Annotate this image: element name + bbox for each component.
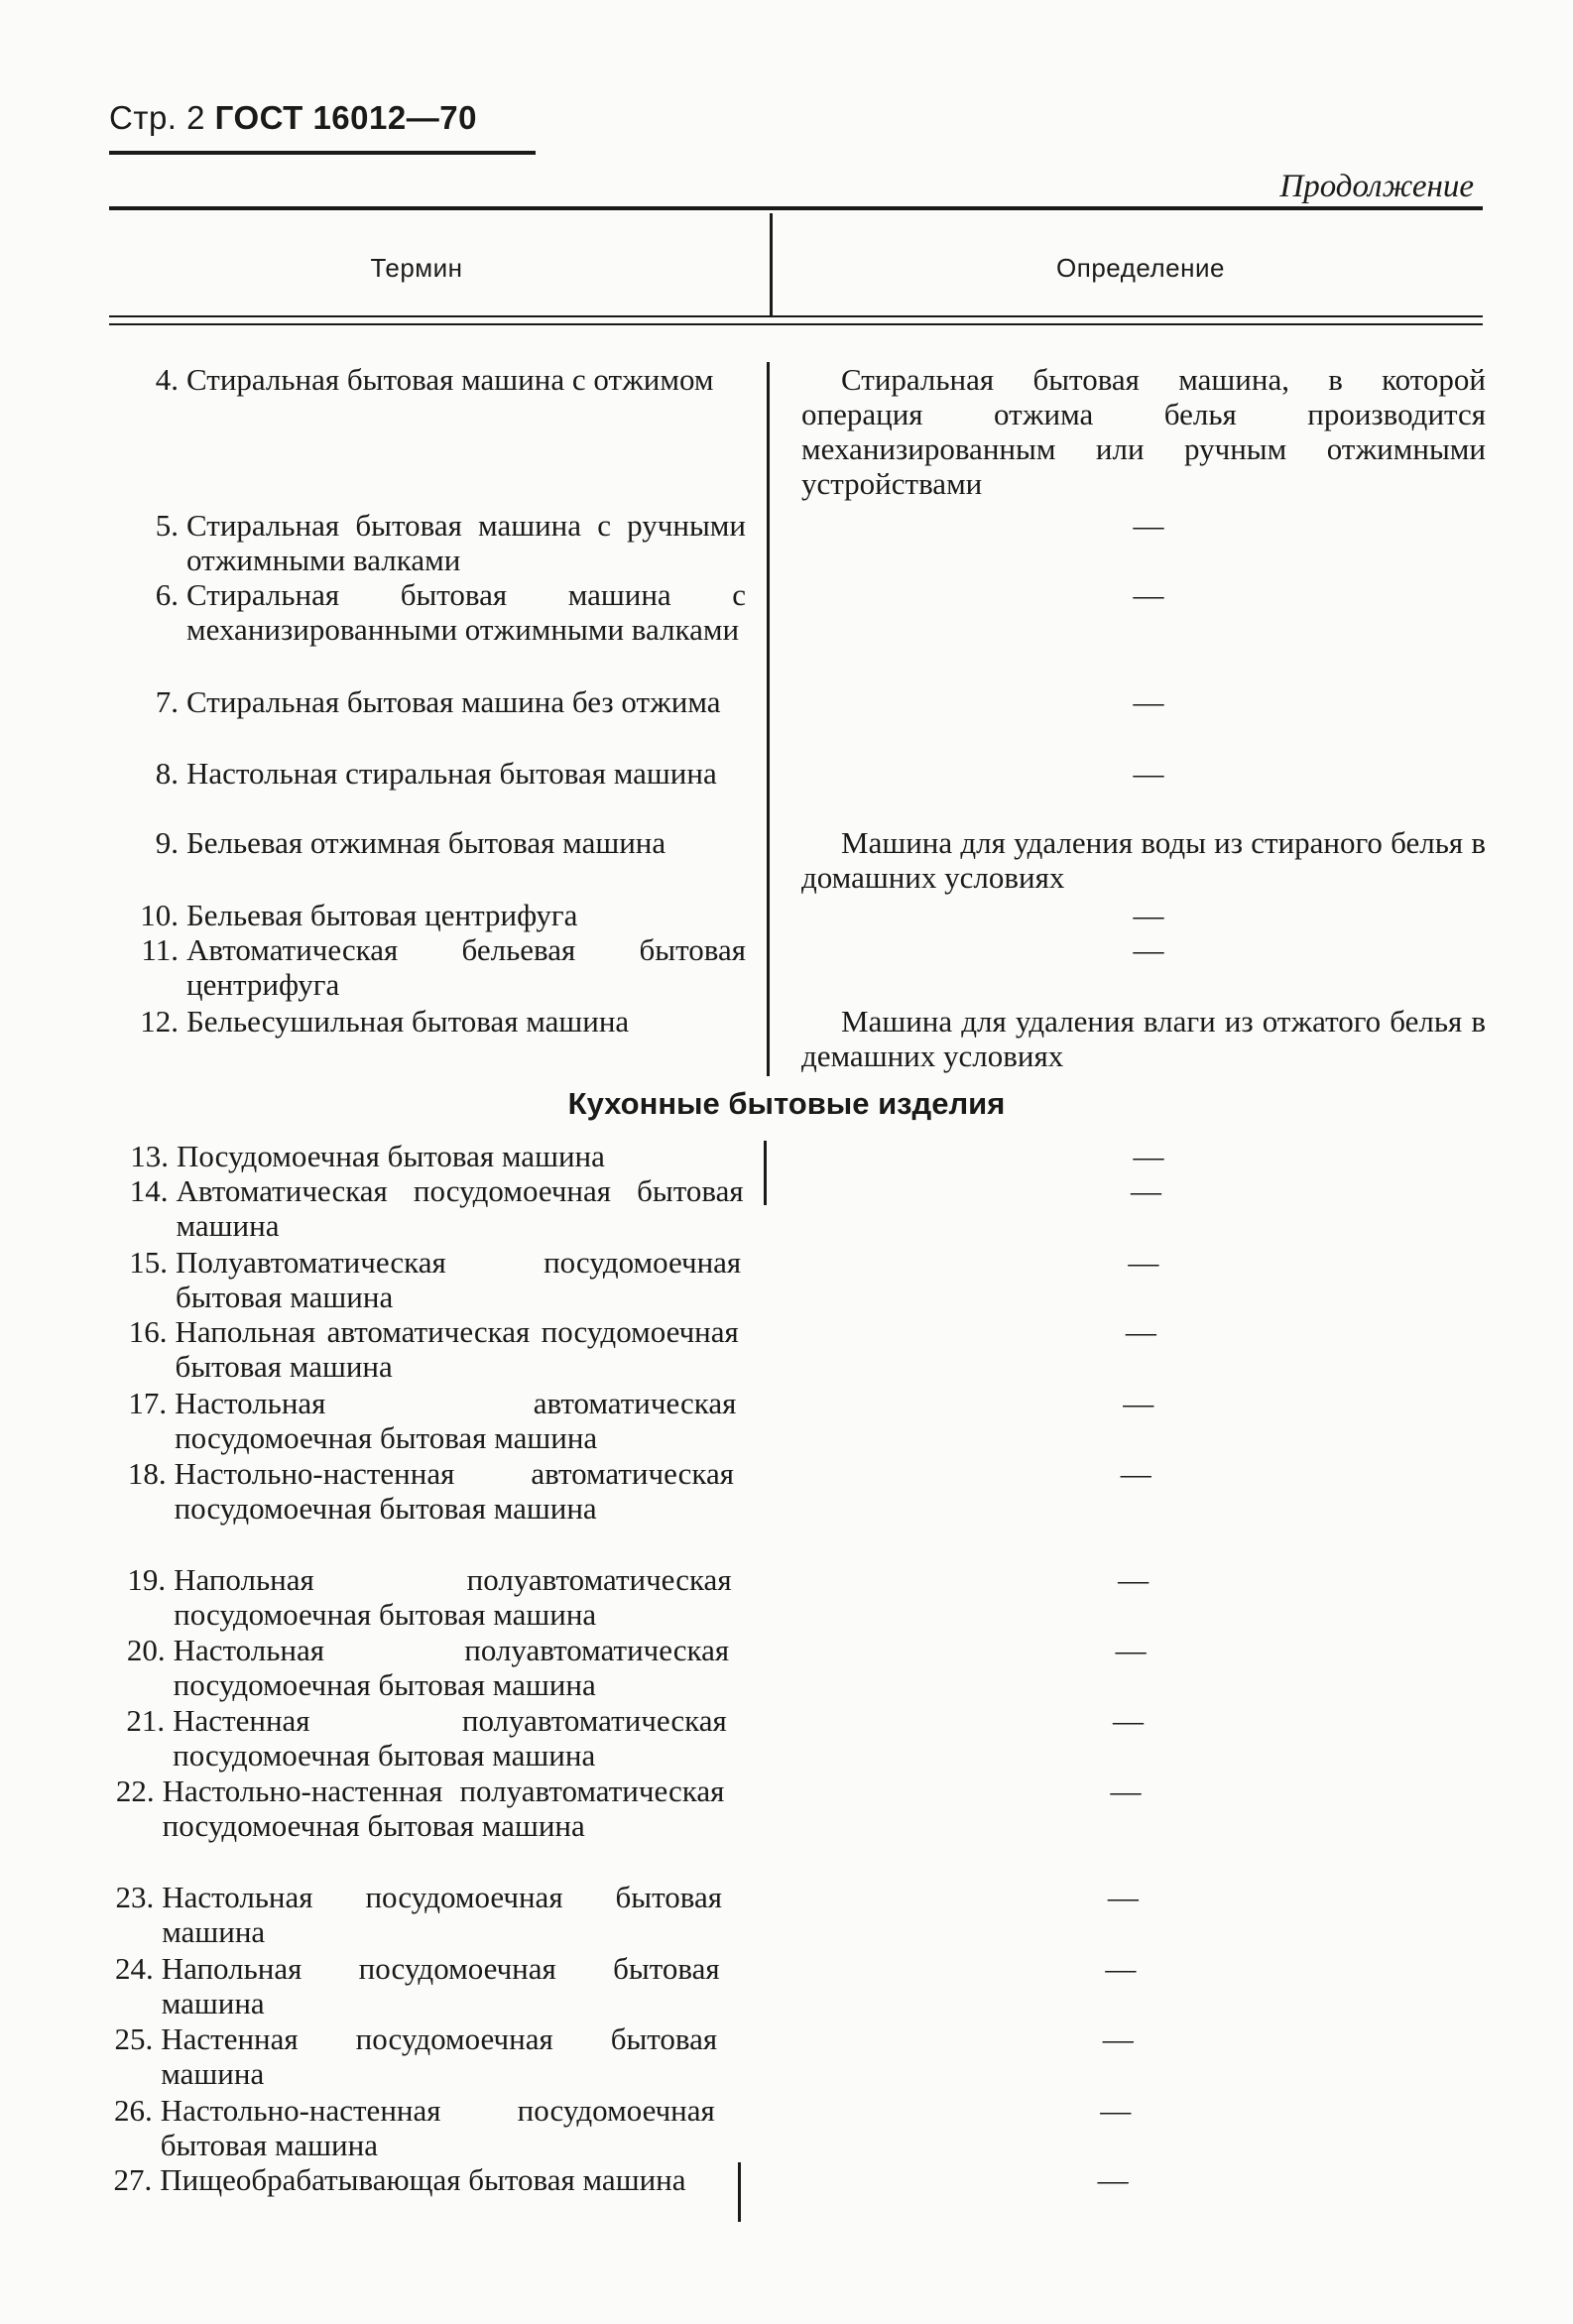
- term-number: 25.: [114, 2021, 154, 2056]
- term-number: 23.: [115, 1880, 155, 1914]
- definition-dash: —: [1102, 2021, 1134, 2056]
- term-number: 14.: [129, 1173, 169, 1208]
- term-text: Настенная посудомоечная бытовая машина: [161, 2021, 718, 2091]
- definition-dash: —: [1130, 1173, 1161, 1208]
- definition-text: Машина для удаления воды из стираного белья в домашних условиях: [801, 825, 1486, 895]
- term-number: 8.: [155, 756, 179, 791]
- term-text: Напольная автоматическая посудомоечная бытовая машина: [175, 1314, 739, 1384]
- body-divider-upper: [767, 362, 770, 1076]
- table-top-rule: [109, 206, 1483, 210]
- term-number: 21.: [126, 1703, 166, 1738]
- continuation-label: Продолжение: [1279, 169, 1474, 204]
- definition-dash: —: [1118, 1562, 1150, 1597]
- term-text: Бельевая отжимная бытовая машина: [186, 825, 666, 860]
- definition-dash: —: [1133, 932, 1164, 967]
- term-text: Настольная посудомоечная бытовая машина: [162, 1880, 722, 1949]
- term-number: 10.: [140, 898, 179, 932]
- term-number: 17.: [128, 1386, 168, 1420]
- body-divider-lower-1: [764, 1141, 767, 1205]
- term-text: Стиральная бытовая машина с механизированными отжимными валками: [186, 577, 746, 647]
- column-header-definition: Определение: [1056, 253, 1225, 283]
- definition-text: Стиральная бытовая машина, в которой операция отжима белья производится механизированным или ручным отжимными устройствами: [801, 362, 1486, 501]
- definition-dash: —: [1123, 1386, 1154, 1420]
- term-number: 26.: [114, 2093, 153, 2128]
- term-number: 24.: [114, 1951, 154, 1986]
- term-text: Бельесушильная бытовая машина: [186, 1004, 630, 1039]
- definition-dash: —: [1100, 2093, 1132, 2128]
- standard-number: ГОСТ 16012—70: [214, 99, 477, 136]
- term-number: 6.: [155, 577, 179, 612]
- definition-dash: —: [1133, 898, 1164, 932]
- definition-dash: —: [1107, 1880, 1139, 1914]
- term-text: Стиральная бытовая машина с ручными отжимными валками: [186, 508, 746, 577]
- term-text: Стиральная бытовая машина с отжимом: [186, 362, 714, 397]
- term-number: 9.: [155, 825, 179, 860]
- term-number: 5.: [155, 508, 179, 543]
- definition-dash: —: [1113, 1703, 1145, 1738]
- term-text: Настольно-настенная автоматическая посудомоечная бытовая машина: [174, 1456, 734, 1526]
- header-rule-1: [109, 315, 1483, 317]
- term-text: Пищеобрабатывающая бытовая машина: [160, 2162, 686, 2197]
- definition-dash: —: [1133, 684, 1164, 719]
- definition-dash: —: [1110, 1774, 1142, 1808]
- column-header-term: Термин: [370, 253, 463, 283]
- definition-dash: —: [1133, 577, 1164, 612]
- term-text: Автоматическая бельевая бытовая центрифуга: [186, 932, 746, 1002]
- page-header: [109, 99, 477, 137]
- term-text: Стиральная бытовая машина без отжима: [186, 684, 721, 719]
- term-number: 27.: [113, 2162, 153, 2197]
- definition-dash: —: [1133, 756, 1164, 791]
- term-number: 22.: [115, 1774, 155, 1808]
- page-label: Стр. 2: [109, 99, 205, 136]
- term-number: 12.: [140, 1004, 179, 1039]
- definition-dash: —: [1128, 1245, 1159, 1280]
- term-number: 11.: [141, 932, 179, 967]
- term-number: 15.: [129, 1245, 169, 1280]
- term-text: Напольная полуавтоматическая посудомоечная бытовая машина: [174, 1562, 732, 1632]
- definition-dash: —: [1097, 2162, 1129, 2197]
- header-rule-2: [109, 323, 1483, 325]
- definition-dash: —: [1120, 1456, 1151, 1491]
- term-number: 13.: [130, 1139, 169, 1173]
- term-text: Полуавтоматическая посудомоечная бытовая машина: [176, 1245, 742, 1314]
- definition-dash: —: [1133, 508, 1164, 543]
- section-title: Кухонные бытовые изделия: [567, 1086, 1006, 1121]
- term-text: Настольно-настенная полуавтоматическая посудомоечная бытовая машина: [162, 1774, 725, 1843]
- term-text: Настольно-настенная посудомоечная бытовая машина: [160, 2093, 715, 2162]
- term-text: Напольная посудомоечная бытовая машина: [161, 1951, 720, 2020]
- term-text: Настольная стиральная бытовая машина: [186, 756, 717, 791]
- term-text: Настенная полуавтоматическая посудомоечная бытовая машина: [173, 1703, 727, 1773]
- column-divider: [770, 213, 773, 317]
- definition-text: Машина для удаления влаги из отжатого белья в демашних условиях: [801, 1004, 1486, 1073]
- term-text: Настольная автоматическая посудомоечная бытовая машина: [175, 1386, 737, 1455]
- term-text: Настольная полуавтоматическая посудомоечная бытовая машина: [173, 1633, 730, 1702]
- definition-dash: —: [1105, 1951, 1137, 1986]
- header-underline: [109, 151, 536, 155]
- term-number: 20.: [126, 1633, 166, 1667]
- term-number: 19.: [127, 1562, 167, 1597]
- term-text: Автоматическая посудомоечная бытовая машина: [176, 1173, 744, 1243]
- term-number: 4.: [155, 362, 179, 397]
- term-text: Бельевая бытовая центрифуга: [186, 898, 578, 932]
- definition-dash: —: [1125, 1314, 1156, 1349]
- term-number: 18.: [127, 1456, 167, 1491]
- body-divider-lower-2: [738, 2162, 741, 2222]
- term-number: 16.: [128, 1314, 168, 1349]
- term-number: 7.: [155, 684, 179, 719]
- definition-dash: —: [1133, 1139, 1164, 1173]
- definition-dash: —: [1115, 1633, 1147, 1667]
- term-text: Посудомоечная бытовая машина: [177, 1139, 605, 1173]
